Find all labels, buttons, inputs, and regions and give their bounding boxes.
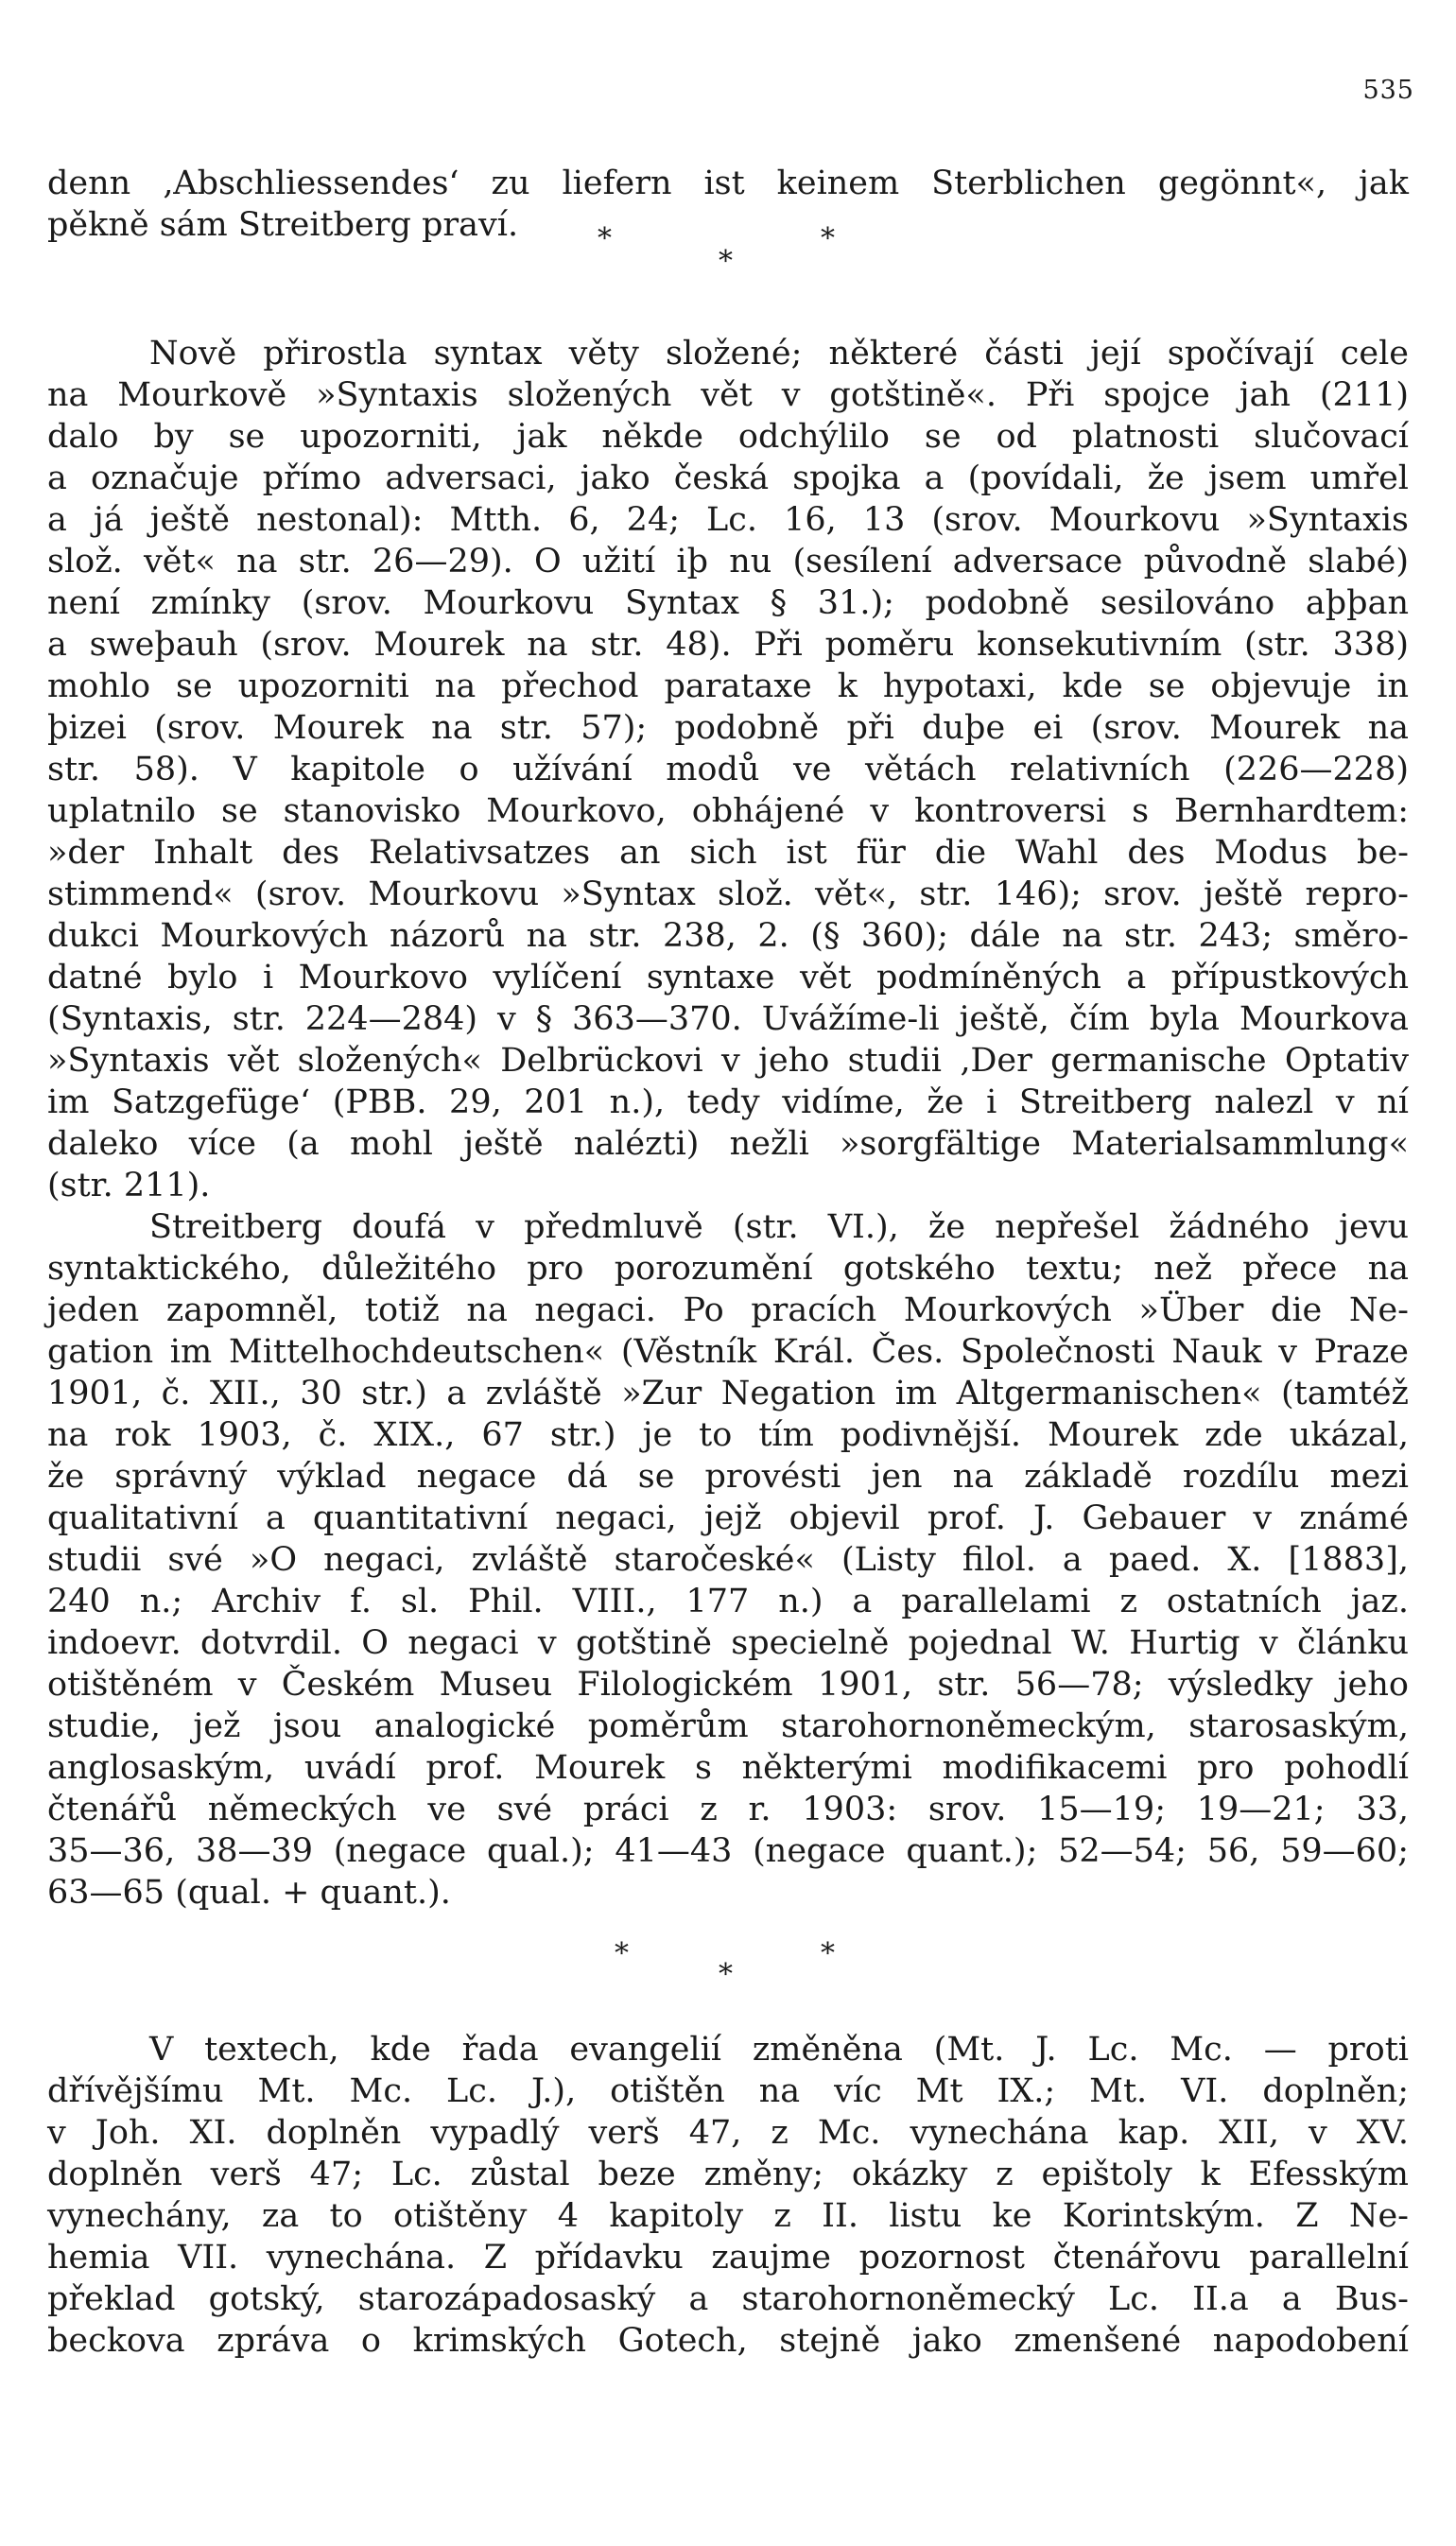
text-line: qualitativní a quantitativní negaci, jejž objevil prof. J. Gebauer v známé [47, 1499, 1409, 1537]
text-line: V textech, kde řada evangelií změněna (Mt. J. Lc. Mc. — proti [149, 2031, 1409, 2069]
text-line: »Syntaxis vět složených« Delbrückovi v jeho studii ‚Der germanische Optativ [47, 1042, 1409, 1080]
text-line: (str. 211). [47, 1167, 211, 1204]
text-line: není zmínky (srov. Mourkovu Syntax § 31.); podobně sesilováno aþþan [47, 584, 1409, 622]
text-line: že správný výklad negace dá se provésti jen na základě rozdílu mezi [47, 1458, 1409, 1496]
asterisk: * [821, 222, 835, 255]
text-line: mohlo se upozorniti na přechod parataxe k hypotaxi, kde se objevuje in [47, 667, 1409, 705]
text-line: (Syntaxis, str. 224—284) v § 363—370. Uvážíme-li ještě, čím byla Mourkova [47, 1000, 1409, 1038]
text-line: þizei (srov. Mourek na str. 57); podobně při duþe ei (srov. Mourek na [47, 709, 1409, 747]
text-line: Streitberg doufá v předmluvě (str. VI.), že nepřešel žádného jevu [149, 1208, 1409, 1246]
text-line: a já ještě nestonal): Mtth. 6, 24; Lc. 16, 13 (srov. Mourkovu »Syntaxis [47, 501, 1409, 539]
page-body [47, 163, 1409, 2362]
text-line: dřívějšímu Mt. Mc. Lc. J.), otištěn na víc Mt IX.; Mt. VI. doplněn; [47, 2072, 1409, 2110]
text-line: v Joh. XI. doplněn vypadlý verš 47, z Mc. vynechána kap. XII, v XV. [47, 2114, 1409, 2152]
text-line: indoevr. dotvrdil. O negaci v gotštině specielně pojednal W. Hurtig v článku [47, 1624, 1409, 1662]
text-line: na Mourkově »Syntaxis složených vět v gotštině«. Při spojce jah (211) [47, 376, 1409, 414]
text-line: hemia VII. vynechána. Z přídavku zaujme pozornost čtenářovu parallelní [47, 2239, 1409, 2277]
text-line: stimmend« (srov. Mourkovu »Syntax slož. vět«, str. 146); srov. ještě repro- [47, 875, 1409, 913]
text-line: 240 n.; Archiv f. sl. Phil. VIII., 177 n.) a parallelami z ostatních jaz. [47, 1583, 1409, 1620]
paragraph [47, 1206, 1409, 1914]
text-line: dukci Mourkových názorů na str. 238, 2. (§ 360); dále na str. 243; směro- [47, 917, 1409, 955]
text-line: překlad gotský, starozápadosaský a starohornoněmecký Lc. II.a a Bus- [47, 2280, 1409, 2318]
text-line: 1901, č. XII., 30 str.) a zvláště »Zur Negation im Altgermanischen« (tamtéž [47, 1375, 1409, 1412]
text-line: denn ‚Abschliessendes‘ zu liefern ist keinem Sterblichen gegönnt«, jak [47, 165, 1409, 202]
asterisk: * [719, 245, 733, 278]
text-line: čtenářů německých ve své práci z r. 1903: srov. 15—19; 19—21; 33, [47, 1791, 1409, 1828]
text-line: doplněn verš 47; Lc. zůstal beze změny; okázky z epištoly k Efesským [47, 2156, 1409, 2193]
text-line: studii své »O negaci, zvláště staročeské« (Listy filol. a paed. X. [1883], [47, 1541, 1409, 1579]
text-line: str. 58). V kapitole o užívání modů ve větách relativních (226—228) [47, 751, 1409, 788]
text-line: dalo by se upozorniti, jak někde odchýlilo se od platnosti slučovací [47, 418, 1409, 456]
text-line: gation im Mittelhochdeutschen« (Věstník Král. Čes. Společnosti Nauk v Praze [47, 1333, 1409, 1371]
text-line: pěkně sám Streitberg praví. [47, 206, 519, 244]
text-line: 35—36, 38—39 (negace qual.); 41—43 (negace quant.); 52—54; 56, 59—60; [47, 1832, 1409, 1870]
text-line: »der Inhalt des Relativsatzes an sich ist für die Wahl des Modus be- [47, 834, 1409, 872]
text-line: vynechány, za to otištěny 4 kapitoly z II. listu ke Korintským. Z Ne- [47, 2197, 1409, 2235]
text-line: studie, jež jsou analogické poměrům starohornoněmeckým, starosaským, [47, 1707, 1409, 1745]
paragraph [47, 333, 1409, 1206]
asterisk: * [719, 1958, 733, 1991]
section-texts [47, 2029, 1409, 2362]
text-line: Nově přirostla syntax věty složené; některé části její spočívají cele [149, 335, 1409, 372]
text-line: slož. vět« na str. 26—29). O užití iþ nu (sesílení adversace původně slabé) [47, 543, 1409, 580]
section-syntax [47, 333, 1409, 1914]
text-line: jeden zapomněl, totiž na negaci. Po pracích Mourkových »Über die Ne- [47, 1291, 1409, 1329]
section-intro [47, 163, 1409, 246]
text-line: uplatnilo se stanovisko Mourkovo, obhájené v kontroversi s Bernhardtem: [47, 792, 1409, 830]
asterisk: * [598, 222, 612, 255]
page-number: 535 [1362, 76, 1414, 105]
text-line: a sweþauh (srov. Mourek na str. 48). Při poměru konsekutivním (str. 338) [47, 626, 1409, 664]
text-line: daleko více (a mohl ještě nalézti) nežli »sorgfältige Materialsammlung« [47, 1125, 1409, 1163]
asterisk: * [821, 1937, 835, 1970]
text-line: anglosaským, uvádí prof. Mourek s některými modifikacemi pro pohodlí [47, 1749, 1409, 1787]
text-line: syntaktického, důležitého pro porozumění gotského textu; než přece na [47, 1250, 1409, 1288]
text-line: datné bylo i Mourkovo vylíčení syntaxe vět podmíněných a přípustkových [47, 959, 1409, 996]
text-line: beckova zpráva o krimských Gotech, stejně jako zmenšené napodobení [47, 2322, 1409, 2360]
text-line: otištěném v Českém Museu Filologickém 1901, str. 56—78; výsledky jeho [47, 1666, 1409, 1704]
text-line: a označuje přímo adversaci, jako česká spojka a (povídali, že jsem umřel [47, 459, 1409, 497]
text-line: 63—65 (qual. + quant.). [47, 1874, 451, 1912]
asterisk: * [615, 1937, 629, 1970]
text-line: na rok 1903, č. XIX., 67 str.) je to tím podivnější. Mourek zde ukázal, [47, 1416, 1409, 1454]
text-line: im Satzgefüge‘ (PBB. 29, 201 n.), tedy vidíme, že i Streitberg nalezl v ní [47, 1083, 1409, 1121]
